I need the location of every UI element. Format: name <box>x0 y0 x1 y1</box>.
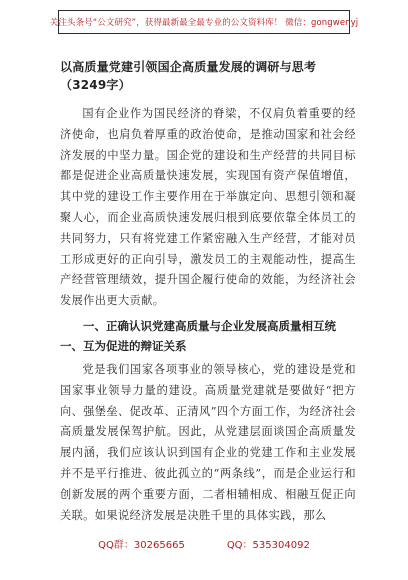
header-banner: 关注头条号“公文研究”，获得最新最全最专业的公文资料库！ 微信：gongwenyj <box>58 10 350 34</box>
section-paragraph: 党是我们国家各项事业的领导核心，党的建设是党和国家事业领导力量的建设。高质量党建就是要做好“把方向、强堡垒、促改革、正清风”四个方面工作，为经济社会高质量发展保驾护航。因此，从党建层面谈国企高质量发展内涵，我们应该认识到国有企业的党建工作和主业发展并不是平行推进、彼此孤立的“两条线”，而是企业运行和创新发展的两个重要方面，二者相辅相成、相融互促正向关联。如果说经济发展是决胜千里的具体实践，那么 <box>60 362 356 522</box>
intro-paragraph: 国有企业作为国民经济的脊梁，不仅肩负着重要的经济使命，也肩负着厚重的政治使命，是推动国家和社会经济发展的中坚力量。国企党的建设和生产经营的共同目标都是促进企业高质量快速发展，实现国有资产保值增值，其中党的建设工作主要作用在于举旗定向、思想引领和凝聚人心，而企业高质快速发展归根到底要依靠全体员工的共同努力，只有将党建工作紧密融入生产经营，才能对员工形成更好的正向引导，激发员工的主观能动性，提高生产经营管理绩效，提升国企履行使命的效能，为经济社会发展作出更大贡献。 <box>60 107 356 308</box>
document-title: 以高质量党建引领国企高质量发展的调研与思考（3249字） <box>60 60 317 92</box>
footer-qq-group: QQ群：30265665 <box>98 540 185 551</box>
footer-qq: QQ：535304092 <box>226 540 310 551</box>
section-heading: 一、正确认识党建高质量与企业发展高质量相互统一、互为促进的辩证关系 <box>60 318 336 353</box>
document-page <box>60 58 356 526</box>
footer-contact <box>0 536 408 551</box>
